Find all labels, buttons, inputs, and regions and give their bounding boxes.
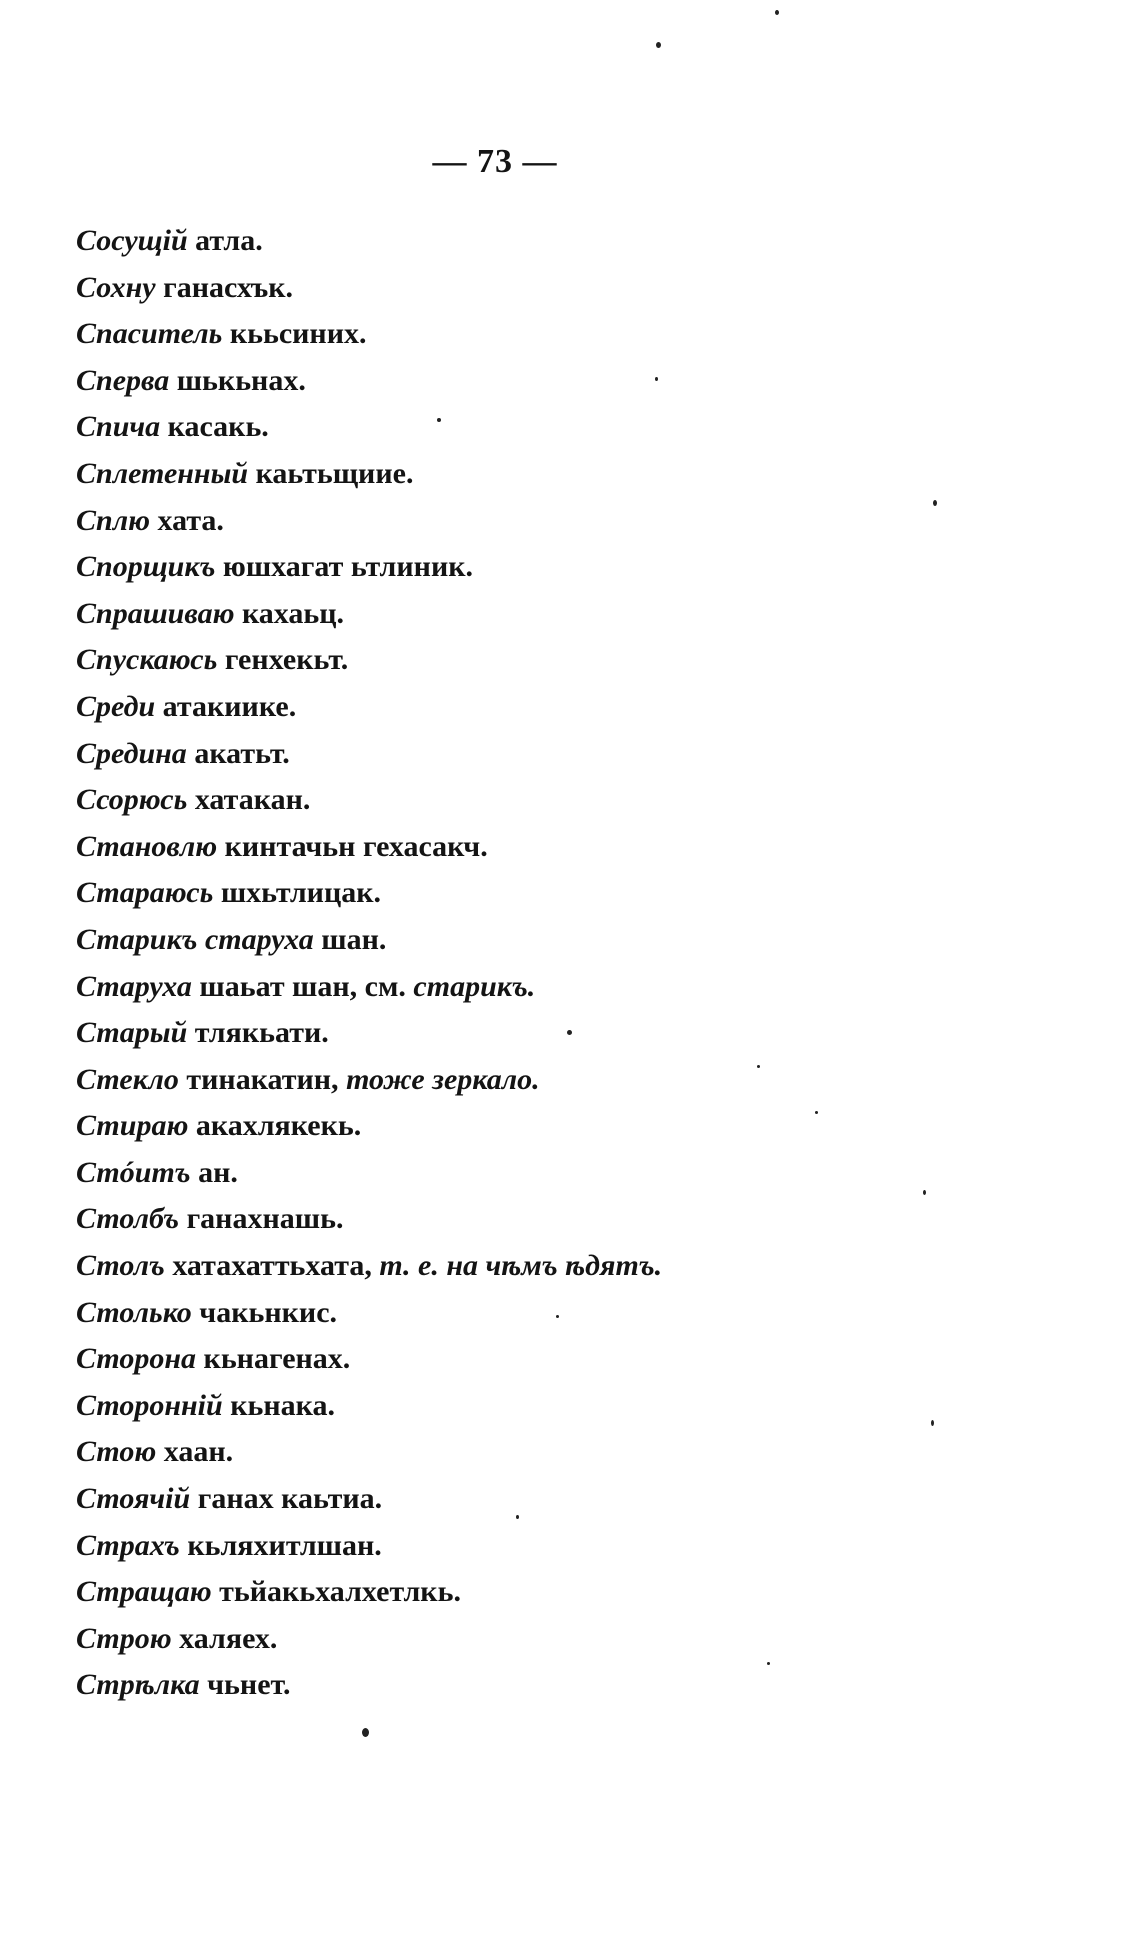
entry-headword: Среди (76, 689, 156, 723)
dictionary-entry (76, 731, 976, 778)
entry-note: см. (364, 969, 406, 1003)
entry-translation: шаьат шан, (199, 969, 358, 1003)
entry-translation: хаан. (163, 1435, 234, 1469)
entry-translation: хатахаттьхата, (172, 1249, 372, 1283)
dictionary-entry (76, 1383, 976, 1430)
entry-translation: кахаьц. (241, 596, 345, 630)
entry-translation: кьнака. (230, 1388, 335, 1422)
entry-translation: шан. (321, 922, 387, 956)
entry-translation: акатьт. (194, 736, 290, 770)
page-number: — 73 — (432, 143, 558, 180)
scan-speck (815, 1111, 818, 1114)
scan-speck (655, 377, 658, 381)
entry-translation: ганах каьтиа. (197, 1482, 383, 1516)
entry-headword: Сперва (76, 363, 170, 397)
entry-headword: Стекло (76, 1062, 179, 1096)
dictionary-entry (76, 218, 976, 265)
entry-note: т. е. на чѣмъ ѣдятъ. (379, 1249, 663, 1283)
entry-translation: акахлякекь. (195, 1109, 362, 1143)
scan-speck (923, 1190, 926, 1195)
dictionary-entry (76, 1476, 976, 1523)
entry-translation: генхекьт. (224, 643, 349, 677)
entry-translation: ганасхък. (163, 270, 294, 304)
entry-headword: Сплю (76, 503, 150, 537)
dictionary-entry (76, 1523, 976, 1570)
entry-headword: Старый (76, 1016, 188, 1050)
dictionary-entry (76, 404, 976, 451)
scan-speck (775, 10, 779, 15)
scan-speck (757, 1065, 760, 1068)
entry-translation: тьйакьхалхетлкь. (219, 1575, 461, 1609)
dictionary-entry (76, 311, 976, 358)
entry-translation: кинтачьн гехасакч. (224, 829, 488, 863)
entry-translation: атакиике. (162, 689, 297, 723)
dictionary-entry (76, 1243, 976, 1290)
entry-headword: Стираю (76, 1109, 189, 1143)
entry-headword: Спича (76, 410, 161, 444)
scan-speck (567, 1030, 572, 1035)
scan-speck (767, 1662, 770, 1665)
entry-translation: кьляхитлшан. (187, 1528, 382, 1562)
entry-headword: Столбъ (76, 1202, 180, 1236)
entry-translation: юшхагат ьтлиник. (222, 550, 474, 584)
entry-headword: Стращаю (76, 1575, 212, 1609)
dictionary-entry (76, 1662, 976, 1709)
entry-translation: тинакатин, (186, 1062, 339, 1096)
entry-headword: Сохну (76, 270, 156, 304)
entry-translation: ан. (198, 1155, 238, 1189)
entry-translation: шькьнах. (176, 363, 306, 397)
entry-headword: Спускаюсь (76, 643, 218, 677)
entry-headword: Средина (76, 736, 187, 770)
entry-headword: Стоячій (76, 1482, 191, 1516)
dictionary-entry (76, 1196, 976, 1243)
dictionary-entry (76, 637, 976, 684)
entry-headword: Стараюсь (76, 876, 214, 910)
dictionary-entry (76, 265, 976, 312)
dictionary-entry (76, 917, 976, 964)
dictionary-entry (76, 1336, 976, 1383)
entry-headword: Старуха (76, 969, 192, 1003)
dictionary-entries (76, 218, 976, 1709)
dictionary-entry (76, 498, 976, 545)
entry-headword: Строю (76, 1621, 172, 1655)
entry-headword: Сплетенный (76, 456, 249, 490)
scan-speck (656, 42, 661, 48)
scan-speck (931, 1420, 934, 1426)
entry-headword: Ссорюсь (76, 783, 188, 817)
scan-speck (437, 418, 441, 422)
dictionary-entry (76, 964, 976, 1011)
dictionary-entry (76, 544, 976, 591)
dictionary-entry (76, 1569, 976, 1616)
entry-translation: кььсиних. (229, 317, 367, 351)
entry-headword: Становлю (76, 829, 218, 863)
entry-translation: шхьтлицак. (220, 876, 382, 910)
dictionary-entry (76, 777, 976, 824)
dictionary-entry (76, 684, 976, 731)
entry-translation: чьнет. (207, 1668, 291, 1702)
entry-headword: Сосущій (76, 224, 188, 257)
entry-translation: ганахнашь. (186, 1202, 344, 1236)
entry-headword: Сторона (76, 1342, 197, 1376)
entry-headword: Стою (76, 1435, 157, 1469)
dictionary-entry (76, 451, 976, 498)
entry-note: тоже зеркало. (346, 1062, 540, 1096)
dictionary-entry (76, 1057, 976, 1104)
entry-headword: Столько (76, 1295, 192, 1329)
dictionary-entry (76, 358, 976, 405)
entry-headword: Стóитъ (76, 1155, 191, 1189)
scan-speck (362, 1728, 369, 1737)
entry-headword: Спрашиваю (76, 596, 235, 630)
entry-headword: Старикъ (76, 922, 198, 956)
entry-headword-secondary: старуха (204, 922, 314, 956)
entry-translation: каьтьщиие. (255, 456, 414, 490)
dictionary-entry (76, 1010, 976, 1057)
entry-headword: Столъ (76, 1249, 165, 1283)
entry-translation: хата. (157, 503, 224, 537)
scan-speck (516, 1515, 519, 1519)
dictionary-entry (76, 1103, 976, 1150)
dictionary-entry (76, 1290, 976, 1337)
entry-translation: тлякьати. (194, 1016, 329, 1050)
scan-speck (556, 1315, 559, 1318)
dictionary-entry (76, 1429, 976, 1476)
entry-headword: Страхъ (76, 1528, 180, 1562)
entry-translation: касакь. (167, 410, 269, 444)
entry-translation: халяех. (179, 1621, 278, 1655)
entry-cross-reference: старикъ. (413, 969, 536, 1003)
dictionary-entry (76, 1616, 976, 1663)
entry-headword: Сторонній (76, 1388, 223, 1422)
dictionary-entry (76, 591, 976, 638)
dictionary-entry (76, 824, 976, 871)
entry-translation: атла. (195, 224, 263, 257)
dictionary-entry (76, 870, 976, 917)
entry-headword: Стрѣлка (76, 1668, 200, 1702)
entry-headword: Спорщикъ (76, 550, 216, 584)
entry-translation: хатакан. (194, 783, 311, 817)
entry-translation: чакьнкис. (199, 1295, 338, 1329)
dictionary-entry (76, 1150, 976, 1197)
entry-headword: Спаситель (76, 317, 223, 351)
entry-translation: кьнагенах. (203, 1342, 351, 1376)
scan-speck (933, 500, 937, 506)
